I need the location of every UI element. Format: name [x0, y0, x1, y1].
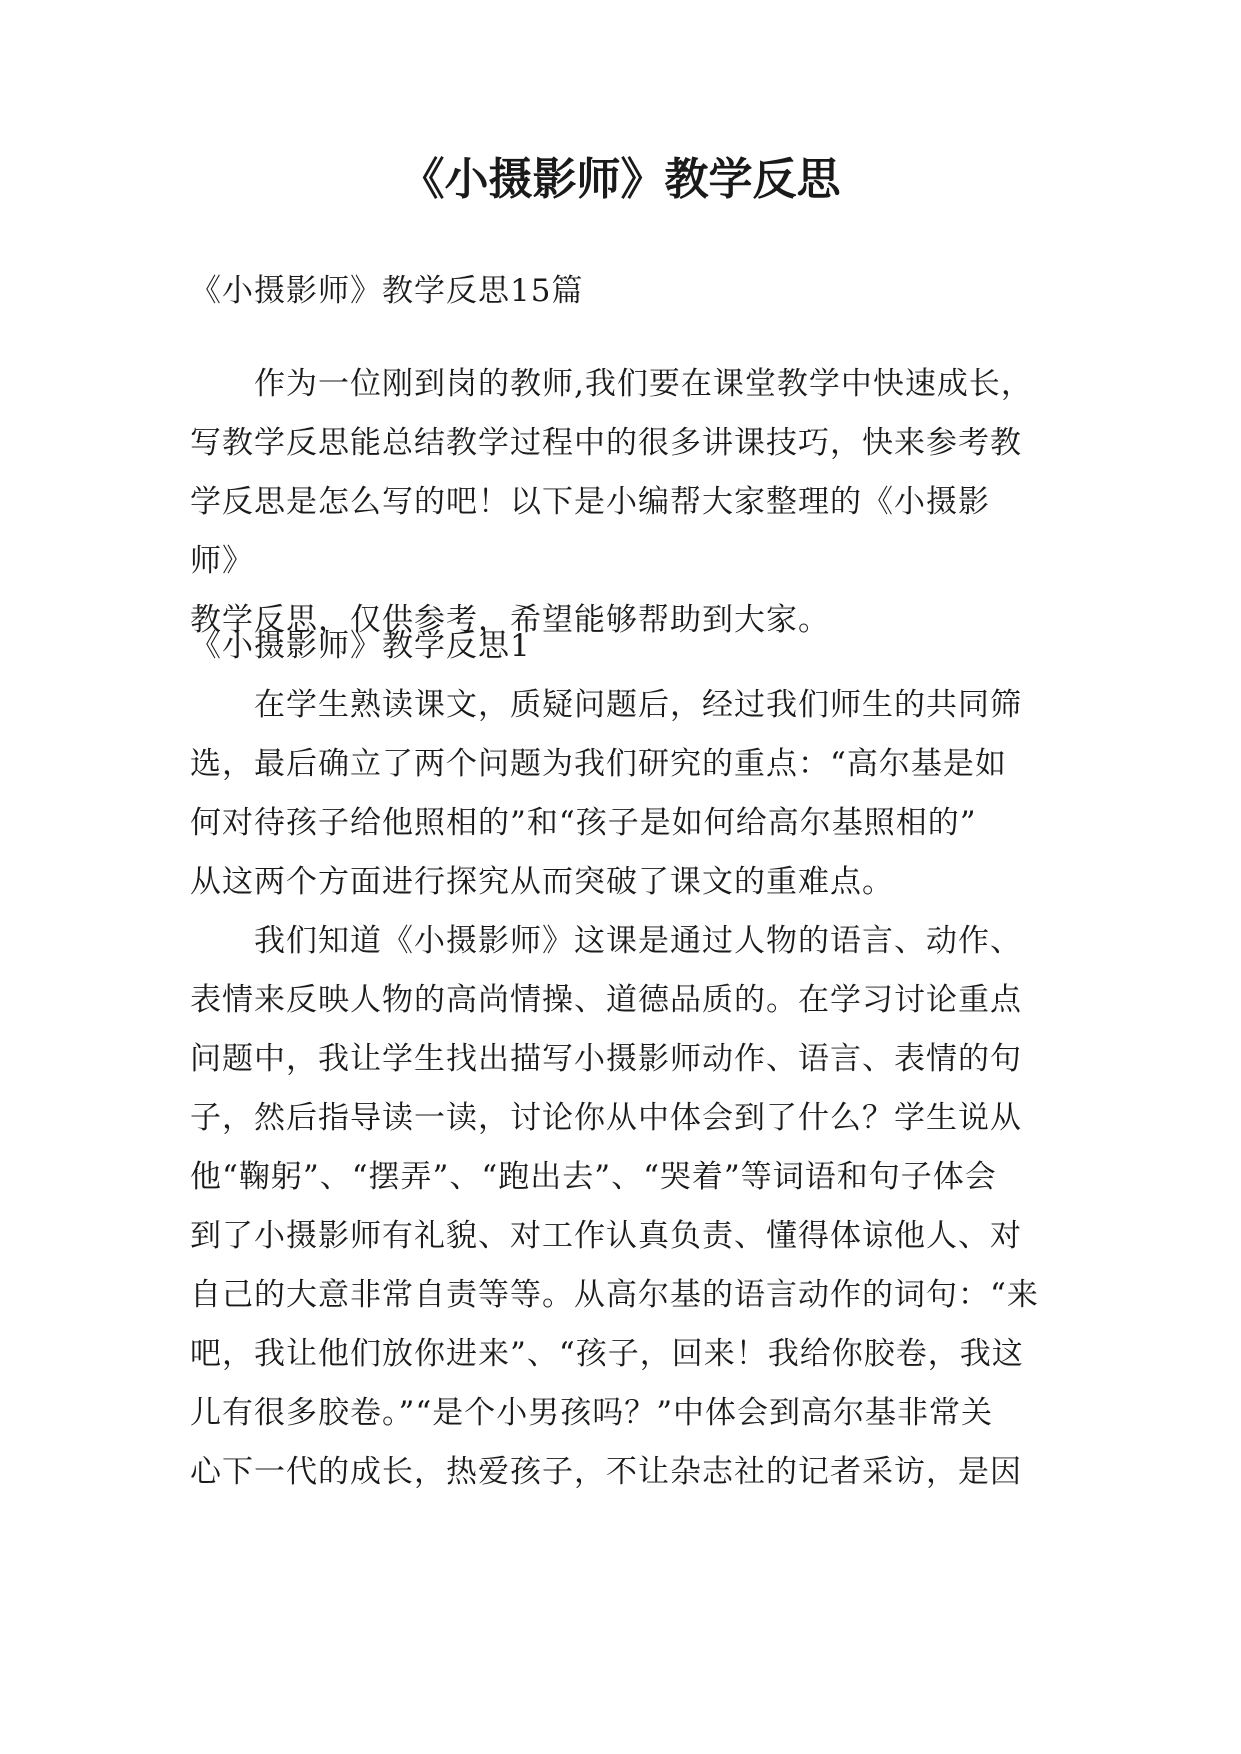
section-heading-1: 《小摄影师》教学反思1	[190, 628, 531, 664]
section1-paragraph-2: 我们知道《小摄影师》这课是通过人物的语言、动作、 表情来反映人物的高尚情操、道德品质的。在学习讨论重点 问题中，我让学生找出描写小摄影师动作、语言、表情的句 子，然后指导读一读，讨论你从中体会到了什么？学生说从 他“鞠躬”、“摆弄”、“跑出去”、“哭着”等词语和句子体会 到了小摄影师有礼貌、对工作认真负责、懂得体谅他人、对 自己的大意非常自责等等。从高尔基的语言动作的词句：“来 吧，我让他们放你进来”、“孩子，回来！我给你胶卷，我这 儿有很多胶卷。”“是个小男孩吗？”中体会到高尔基非常关 心下一代的成长，热爱孩子，不让杂志社的记者采访，是因	[190, 923, 1039, 1490]
document-subtitle: 《小摄影师》教学反思15篇	[190, 273, 584, 309]
intro-paragraph: 作为一位刚到岗的教师,我们要在课堂教学中快速成长， 写教学反思能总结教学过程中的很多讲课技巧，快来参考教 学反思是怎么写的吧！以下是小编帮大家整理的《小摄影师》 教学反思，仅供参考，希望能够帮助到大家。	[190, 366, 1033, 638]
page-title: 《小摄影师》教学反思	[400, 154, 841, 205]
section1-paragraph-1: 在学生熟读课文，质疑问题后，经过我们师生的共同筛 选，最后确立了两个问题为我们研究的重点：“高尔基是如 何对待孩子给他照相的”和“孩子是如何给高尔基照相的” 从这两个方面进行探究从而突破了课文的重难点。	[190, 687, 1022, 900]
